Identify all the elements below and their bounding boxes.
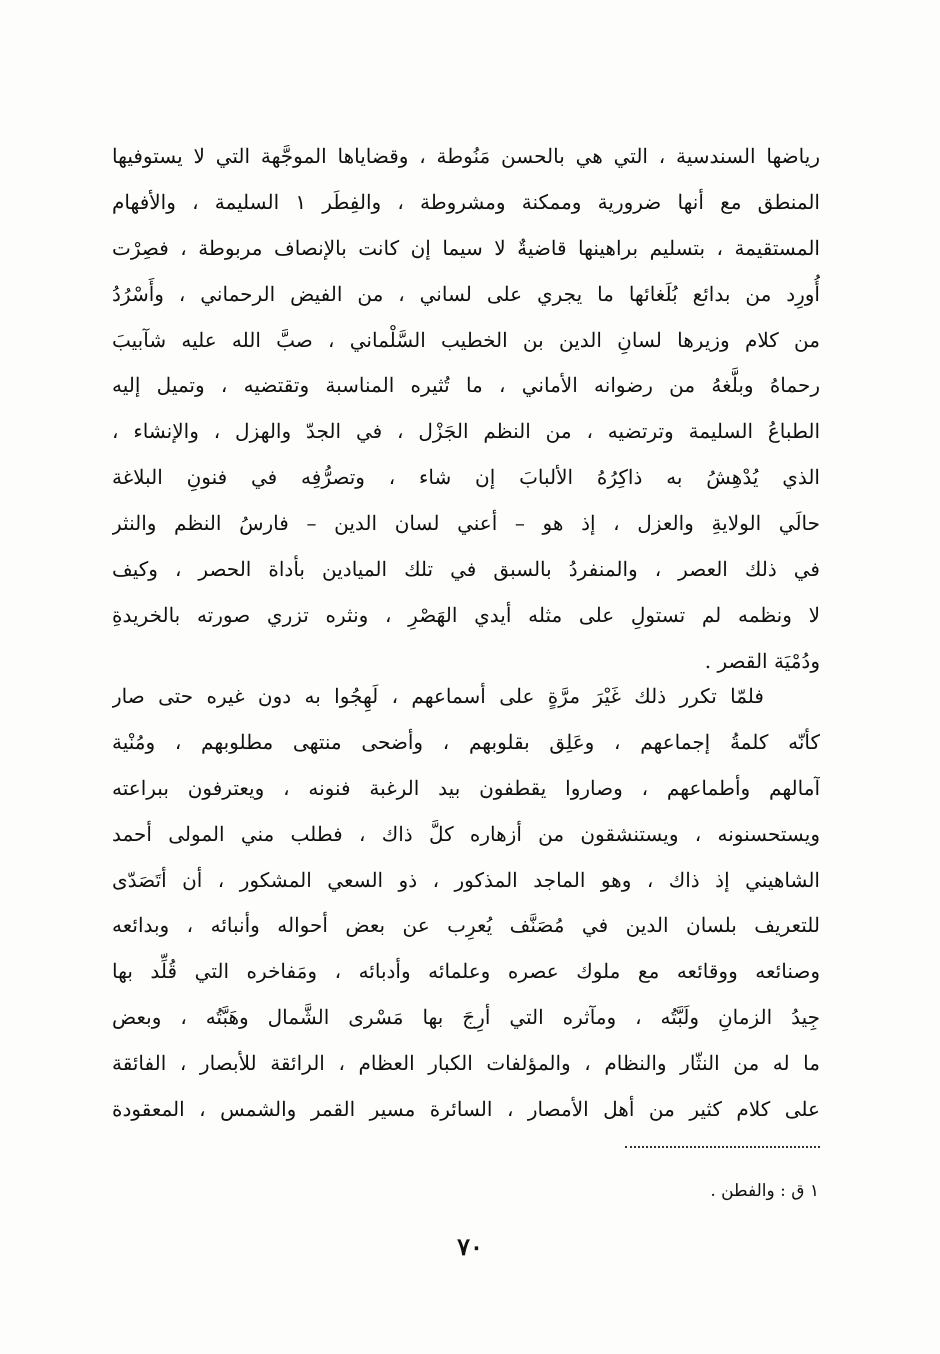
text-line: ويستحسنونه ، ويستنشقون من أزهاره كلَّ ذاك ، فطلب مني المولى أحمد xyxy=(112,821,820,846)
text-line: الطباعُ السليمة وترتضيه ، من النظم الجَزْل ، في الجدّ والهزل ، والإنشاء ، xyxy=(112,419,820,444)
text-line: ما له من النثّار والنظام ، والمؤلفات الكبار العظام ، الرائقة للأبصار ، الفائقة xyxy=(112,1051,820,1076)
text-line: ودُمْيَة القصر . xyxy=(704,648,820,673)
text-line: للتعريف بلسان الدين في مُصَنَّف يُعرِب عن بعض أحواله وأنبائه ، وبدائعه xyxy=(112,913,820,938)
text-line: على كلام كثير من أهل الأمصار ، السائرة مسير القمر والشمس ، المعقودة xyxy=(112,1097,820,1122)
text-line: حالَي الولايةِ والعزل ، إذ هو – أعني لسان الدين – فارسُ النظم والنثر xyxy=(112,511,820,536)
footnote-divider xyxy=(625,1146,820,1148)
text-line: المنطق مع أنها ضرورية وممكنة ومشروطة ، والفِطَر ١ السليمة ، والأفهام xyxy=(112,189,820,214)
paragraph-1 xyxy=(112,134,820,685)
text-line: وصنائعه ووقائعه مع ملوك عصره وعلمائه وأدبائه ، ومَفاخره التي قُلِّد بها xyxy=(112,959,820,984)
text-line: الشاهيني إذ ذاك ، وهو الماجد المذكور ، ذو السعي المشكور ، أن أتَصَدّى xyxy=(112,867,820,892)
text-line: المستقيمة ، بتسليم براهينها قاضيةٌ لا سيما إن كانت بالإنصاف مربوطة ، فصِرْت xyxy=(112,235,820,260)
paragraph-2 xyxy=(112,674,820,1133)
text-line: رياضها السندسية ، التي هي بالحسن مَنُوطة ، وقضاياها الموجَّهة التي لا يستوفيها xyxy=(112,144,820,168)
text-line: رحماهُ وبلَّغهُ من رضوانه الأماني ، ما تُثيره المناسبة وتقتضيه ، وتميل إليه xyxy=(112,373,820,398)
page-number: ٧٠ xyxy=(457,1232,483,1261)
text-line: من كلام وزيرها لسانِ الدين بن الخطيب السَّلْماني ، صبَّ الله عليه شآبيبَ xyxy=(112,327,820,352)
text-line: الذي يُدْهِشُ به ذاكِرُهُ الألبابَ إن شاء ، وتصرُّفِه في فنونِ البلاغة xyxy=(112,465,820,490)
text-line: أُورِد من بدائع بُلَغائها ما يجري على لساني ، من الفيض الرحماني ، وأَسْرُدُ xyxy=(112,281,820,306)
text-line: لا ونظمه لم تستولِ على مثله أيدي الهَصْرِ ، ونثره تزري صورته بالخريدةِ xyxy=(112,602,820,627)
text-line: جِيدُ الزمانِ ولَبَّتُه ، ومآثره التي أرِجَ بها مَسْرى الشَّمال وهَبَّتُه ، وبعض xyxy=(112,1005,820,1030)
text-line: كأنّه كلمةُ إجماعهم ، وعَلِق بقلوبهم ، وأضحى منتهى مطلوبهم ، ومُنْية xyxy=(112,729,820,754)
text-line: آمالهم وأطماعهم ، وصاروا يقطفون بيد الرغبة فنونه ، ويعترفون ببراعته xyxy=(112,775,820,800)
text-line: في ذلك العصر ، والمنفردُ بالسبق في تلك الميادين بأداة الحصر ، وكيف xyxy=(112,557,820,582)
footnote: ١ ق : والفطن . xyxy=(710,1181,819,1201)
text-line: فلمّا تكرر ذلك غَيْرَ مرَّةٍ على أسماعهم ، لَهِجُوا به دون غيره حتى صار xyxy=(112,684,764,708)
